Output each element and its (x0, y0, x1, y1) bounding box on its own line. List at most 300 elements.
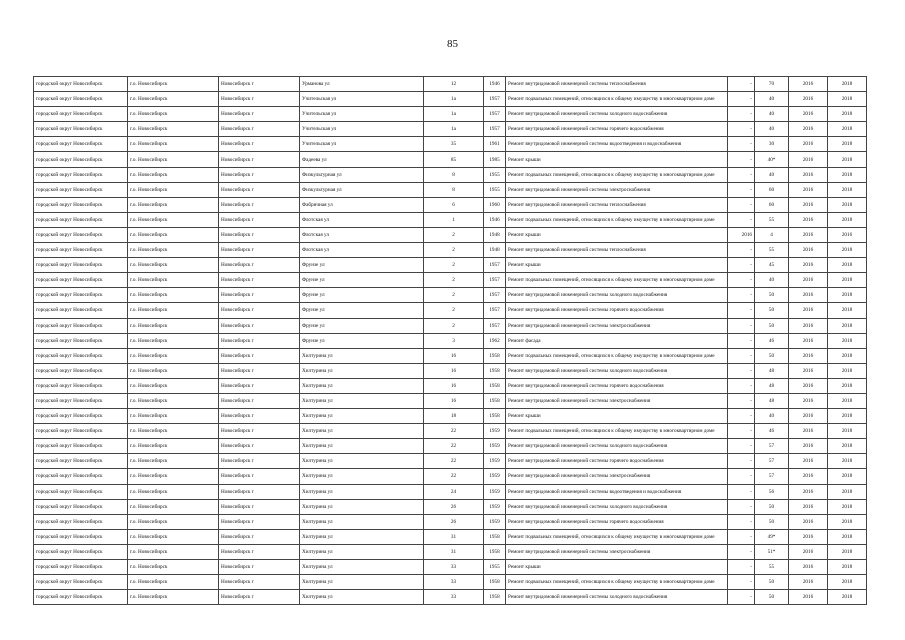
cell-year: 1948 (484, 227, 506, 242)
cell-street: Хилтурина ул (300, 469, 424, 484)
cell-year-start: 2016 (789, 378, 828, 393)
cell-settlement: Новосибирск г (219, 167, 300, 182)
cell-cost: - (728, 333, 755, 348)
cell-volume: 57 (755, 469, 789, 484)
cell-volume: 50 (755, 288, 789, 303)
cell-okrug: городской округ Новосибирск (34, 575, 128, 590)
table-row (34, 560, 867, 575)
cell-settlement: Новосибирск г (219, 393, 300, 408)
table-row (34, 590, 867, 605)
cell-year-start: 2016 (789, 212, 828, 227)
cell-work-type: Ремонт подвальных помещений, относящихся к общему имуществу в многоквартирном доме (506, 424, 728, 439)
cell-settlement: Новосибирск г (219, 529, 300, 544)
cell-cost: - (728, 152, 755, 167)
cell-municipality: г.о. Новосибирск (128, 529, 219, 544)
cell-year-start: 2016 (789, 122, 828, 137)
cell-municipality: г.о. Новосибирск (128, 409, 219, 424)
page-number: 85 (447, 38, 458, 50)
cell-house: 1 (424, 212, 484, 227)
cell-volume: 40 (755, 122, 789, 137)
cell-work-type: Ремонт подвальных помещений, относящихся к общему имуществу в многоквартирном доме (506, 212, 728, 227)
cell-year: 1957 (484, 303, 506, 318)
cell-work-type: Ремонт внутридомовой инженерной системы теплоснабжения (506, 197, 728, 212)
cell-volume: 55 (755, 243, 789, 258)
cell-year-start: 2016 (789, 318, 828, 333)
cell-year: 1958 (484, 409, 506, 424)
cell-year-end: 2018 (828, 590, 867, 605)
cell-year-end: 2018 (828, 378, 867, 393)
cell-work-type: Ремонт крыши (506, 227, 728, 242)
cell-house: 16 (424, 378, 484, 393)
cell-okrug: городской округ Новосибирск (34, 439, 128, 454)
cell-settlement: Новосибирск г (219, 318, 300, 333)
table-row (34, 92, 867, 107)
cell-street: Хилтурина ул (300, 439, 424, 454)
cell-okrug: городской округ Новосибирск (34, 227, 128, 242)
cell-year-start: 2016 (789, 590, 828, 605)
cell-street: Хилтурина ул (300, 499, 424, 514)
cell-year-end: 2018 (828, 424, 867, 439)
cell-year-end: 2018 (828, 499, 867, 514)
cell-volume: 50 (755, 590, 789, 605)
cell-okrug: городской округ Новосибирск (34, 348, 128, 363)
cell-cost: - (728, 409, 755, 424)
cell-cost: - (728, 393, 755, 408)
cell-settlement: Новосибирск г (219, 484, 300, 499)
cell-street: Хилтурина ул (300, 484, 424, 499)
cell-house: 12 (424, 77, 484, 92)
cell-year: 1960 (484, 197, 506, 212)
cell-okrug: городской округ Новосибирск (34, 318, 128, 333)
cell-year: 1959 (484, 439, 506, 454)
cell-work-type: Ремонт внутридомовой инженерной системы горячего водоснабжения (506, 303, 728, 318)
cell-year-start: 2016 (789, 137, 828, 152)
cell-year: 1958 (484, 575, 506, 590)
cell-house: 16 (424, 348, 484, 363)
cell-street: Фрунзе ул (300, 333, 424, 348)
cell-year: 1958 (484, 529, 506, 544)
cell-municipality: г.о. Новосибирск (128, 137, 219, 152)
cell-street: Хилтурина ул (300, 409, 424, 424)
cell-settlement: Новосибирск г (219, 544, 300, 559)
cell-year-end: 2018 (828, 348, 867, 363)
cell-year-end: 2018 (828, 560, 867, 575)
cell-okrug: городской округ Новосибирск (34, 137, 128, 152)
cell-cost: - (728, 318, 755, 333)
cell-street: Учительская ул (300, 137, 424, 152)
cell-street: Флотская ул (300, 212, 424, 227)
cell-house: 26 (424, 499, 484, 514)
cell-house: 33 (424, 560, 484, 575)
cell-municipality: г.о. Новосибирск (128, 333, 219, 348)
cell-okrug: городской округ Новосибирск (34, 212, 128, 227)
cell-year-start: 2016 (789, 107, 828, 122)
table-row (34, 575, 867, 590)
cell-okrug: городской округ Новосибирск (34, 273, 128, 288)
cell-house: 22 (424, 469, 484, 484)
cell-okrug: городской округ Новосибирск (34, 544, 128, 559)
cell-volume: 45 (755, 258, 789, 273)
table-row (34, 378, 867, 393)
table-row (34, 182, 867, 197)
cell-volume: 50 (755, 348, 789, 363)
cell-cost: - (728, 243, 755, 258)
cell-municipality: г.о. Новосибирск (128, 243, 219, 258)
cell-cost: - (728, 529, 755, 544)
cell-year-start: 2016 (789, 243, 828, 258)
cell-work-type: Ремонт внутридомовой инженерной системы теплоснабжения (506, 243, 728, 258)
cell-year: 1957 (484, 107, 506, 122)
cell-cost: - (728, 122, 755, 137)
cell-year: 1957 (484, 92, 506, 107)
table-row (34, 544, 867, 559)
table-row (34, 137, 867, 152)
cell-work-type: Ремонт подвальных помещений, относящихся к общему имуществу в многоквартирном доме (506, 348, 728, 363)
cell-okrug: городской округ Новосибирск (34, 258, 128, 273)
cell-cost: - (728, 363, 755, 378)
cell-street: Хилтурина ул (300, 378, 424, 393)
table-row (34, 107, 867, 122)
cell-year: 1959 (484, 484, 506, 499)
cell-year: 1955 (484, 560, 506, 575)
cell-work-type: Ремонт внутридомовой инженерной системы электроснабжения (506, 393, 728, 408)
table-row (34, 303, 867, 318)
cell-municipality: г.о. Новосибирск (128, 212, 219, 227)
cell-year: 1946 (484, 212, 506, 227)
cell-work-type: Ремонт внутридомовой инженерной системы холодного водоснабжения (506, 590, 728, 605)
cell-street: Хилтурина ул (300, 393, 424, 408)
cell-municipality: г.о. Новосибирск (128, 167, 219, 182)
cell-settlement: Новосибирск г (219, 560, 300, 575)
cell-volume: 50 (755, 499, 789, 514)
cell-volume: 55 (755, 212, 789, 227)
cell-cost: - (728, 378, 755, 393)
cell-volume: 56 (755, 484, 789, 499)
cell-volume: 55 (755, 560, 789, 575)
cell-municipality: г.о. Новосибирск (128, 484, 219, 499)
cell-work-type: Ремонт внутридомовой инженерной системы водоотведения и водоснабжения (506, 484, 728, 499)
cell-year-start: 2016 (789, 424, 828, 439)
table-row (34, 409, 867, 424)
cell-settlement: Новосибирск г (219, 273, 300, 288)
cell-year: 1955 (484, 167, 506, 182)
cell-municipality: г.о. Новосибирск (128, 378, 219, 393)
cell-okrug: городской округ Новосибирск (34, 92, 128, 107)
cell-year-end: 2018 (828, 167, 867, 182)
cell-year-end: 2018 (828, 182, 867, 197)
cell-year-start: 2016 (789, 227, 828, 242)
cell-settlement: Новосибирск г (219, 439, 300, 454)
cell-year-end: 2018 (828, 288, 867, 303)
cell-year-end: 2018 (828, 303, 867, 318)
cell-street: Хилтурина ул (300, 424, 424, 439)
cell-work-type: Ремонт фасада (506, 333, 728, 348)
cell-cost: - (728, 107, 755, 122)
cell-okrug: городской округ Новосибирск (34, 77, 128, 92)
cell-year-start: 2016 (789, 77, 828, 92)
cell-cost: - (728, 212, 755, 227)
cell-house: 22 (424, 439, 484, 454)
cell-street: Хилтурина ул (300, 590, 424, 605)
table-body (34, 77, 867, 605)
cell-settlement: Новосибирск г (219, 77, 300, 92)
cell-house: 22 (424, 424, 484, 439)
cell-street: Фадеева ул (300, 152, 424, 167)
cell-house: 26 (424, 514, 484, 529)
cell-year-end: 2018 (828, 333, 867, 348)
cell-volume: 48 (755, 393, 789, 408)
cell-okrug: городской округ Новосибирск (34, 197, 128, 212)
cell-year-start: 2016 (789, 560, 828, 575)
cell-house: 31 (424, 529, 484, 544)
table-row (34, 348, 867, 363)
cell-municipality: г.о. Новосибирск (128, 122, 219, 137)
cell-municipality: г.о. Новосибирск (128, 544, 219, 559)
cell-year-start: 2016 (789, 469, 828, 484)
cell-municipality: г.о. Новосибирск (128, 499, 219, 514)
table-row (34, 243, 867, 258)
table-row (34, 439, 867, 454)
cell-volume: 60 (755, 182, 789, 197)
cell-settlement: Новосибирск г (219, 243, 300, 258)
cell-house: 1а (424, 122, 484, 137)
cell-settlement: Новосибирск г (219, 469, 300, 484)
cell-volume: 40 (755, 167, 789, 182)
cell-year-start: 2016 (789, 575, 828, 590)
cell-house: 3 (424, 333, 484, 348)
cell-house: 35 (424, 137, 484, 152)
cell-volume: 46 (755, 424, 789, 439)
table-row (34, 227, 867, 242)
cell-municipality: г.о. Новосибирск (128, 469, 219, 484)
cell-year: 1959 (484, 514, 506, 529)
cell-year-start: 2016 (789, 303, 828, 318)
cell-street: Урманова ул (300, 77, 424, 92)
cell-okrug: городской округ Новосибирск (34, 303, 128, 318)
cell-house: 8 (424, 182, 484, 197)
cell-cost: - (728, 469, 755, 484)
cell-settlement: Новосибирск г (219, 499, 300, 514)
table-row (34, 529, 867, 544)
cell-street: Хилтурина ул (300, 560, 424, 575)
cell-okrug: городской округ Новосибирск (34, 333, 128, 348)
cell-cost: - (728, 560, 755, 575)
cell-work-type: Ремонт крыши (506, 258, 728, 273)
cell-year: 1957 (484, 318, 506, 333)
table-row (34, 288, 867, 303)
cell-year: 1959 (484, 499, 506, 514)
cell-settlement: Новосибирск г (219, 197, 300, 212)
cell-okrug: городской округ Новосибирск (34, 182, 128, 197)
cell-okrug: городской округ Новосибирск (34, 393, 128, 408)
cell-year-end: 2016 (828, 227, 867, 242)
cell-work-type: Ремонт внутридомовой инженерной системы электроснабжения (506, 318, 728, 333)
cell-cost: - (728, 484, 755, 499)
cell-work-type: Ремонт внутридомовой инженерной системы электроснабжения (506, 544, 728, 559)
cell-municipality: г.о. Новосибирск (128, 590, 219, 605)
cell-year-start: 2016 (789, 544, 828, 559)
table-row (34, 514, 867, 529)
cell-settlement: Новосибирск г (219, 424, 300, 439)
table-row (34, 333, 867, 348)
cell-okrug: городской округ Новосибирск (34, 152, 128, 167)
cell-cost: - (728, 590, 755, 605)
cell-settlement: Новосибирск г (219, 122, 300, 137)
cell-street: Фрунзе ул (300, 288, 424, 303)
cell-okrug: городской округ Новосибирск (34, 363, 128, 378)
cell-work-type: Ремонт внутридомовой инженерной системы холодного водоснабжения (506, 363, 728, 378)
cell-work-type: Ремонт внутридомовой инженерной системы горячего водоснабжения (506, 122, 728, 137)
cell-okrug: городской округ Новосибирск (34, 469, 128, 484)
cell-okrug: городской округ Новосибирск (34, 243, 128, 258)
cell-year-end: 2018 (828, 363, 867, 378)
cell-year-end: 2018 (828, 92, 867, 107)
cell-year-start: 2016 (789, 439, 828, 454)
cell-municipality: г.о. Новосибирск (128, 560, 219, 575)
table-row (34, 197, 867, 212)
cell-work-type: Ремонт внутридомовой инженерной системы водоотведения и водоснабжения (506, 137, 728, 152)
cell-year-start: 2016 (789, 258, 828, 273)
cell-okrug: городской округ Новосибирск (34, 514, 128, 529)
cell-cost: - (728, 499, 755, 514)
cell-year-end: 2018 (828, 122, 867, 137)
cell-work-type: Ремонт внутридомовой инженерной системы горячего водоснабжения (506, 514, 728, 529)
cell-settlement: Новосибирск г (219, 227, 300, 242)
table-row (34, 469, 867, 484)
cell-cost: - (728, 77, 755, 92)
cell-year: 1948 (484, 243, 506, 258)
cell-street: Фрунзе ул (300, 273, 424, 288)
cell-house: 2 (424, 288, 484, 303)
cell-year-end: 2018 (828, 529, 867, 544)
cell-cost: - (728, 575, 755, 590)
cell-settlement: Новосибирск г (219, 212, 300, 227)
cell-year: 1959 (484, 424, 506, 439)
cell-volume: 57 (755, 439, 789, 454)
cell-house: 2 (424, 303, 484, 318)
table-row (34, 273, 867, 288)
cell-house: 8 (424, 167, 484, 182)
cell-year-end: 2018 (828, 469, 867, 484)
cell-municipality: г.о. Новосибирск (128, 575, 219, 590)
cell-municipality: г.о. Новосибирск (128, 439, 219, 454)
cell-cost: - (728, 514, 755, 529)
cell-year-start: 2016 (789, 499, 828, 514)
cell-cost: - (728, 137, 755, 152)
cell-year-start: 2016 (789, 348, 828, 363)
cell-cost: - (728, 454, 755, 469)
cell-year-start: 2016 (789, 333, 828, 348)
cell-year: 1955 (484, 182, 506, 197)
cell-work-type: Ремонт внутридомовой инженерной системы электроснабжения (506, 469, 728, 484)
cell-work-type: Ремонт внутридомовой инженерной системы холодного водоснабжения (506, 288, 728, 303)
cell-settlement: Новосибирск г (219, 107, 300, 122)
cell-cost: - (728, 303, 755, 318)
cell-year-end: 2018 (828, 575, 867, 590)
cell-year-end: 2018 (828, 544, 867, 559)
cell-house: 2 (424, 258, 484, 273)
cell-volume: 48 (755, 363, 789, 378)
cell-cost: - (728, 348, 755, 363)
cell-work-type: Ремонт крыши (506, 560, 728, 575)
cell-street: Физкультурная ул (300, 167, 424, 182)
cell-year: 1957 (484, 258, 506, 273)
table-row (34, 167, 867, 182)
cell-okrug: городской округ Новосибирск (34, 560, 128, 575)
cell-work-type: Ремонт внутридомовой инженерной системы холодного водоснабжения (506, 499, 728, 514)
cell-year-end: 2018 (828, 152, 867, 167)
cell-house: 2 (424, 227, 484, 242)
cell-cost: - (728, 167, 755, 182)
table-row (34, 484, 867, 499)
cell-house: 18 (424, 409, 484, 424)
cell-okrug: городской округ Новосибирск (34, 454, 128, 469)
cell-municipality: г.о. Новосибирск (128, 152, 219, 167)
cell-year-start: 2016 (789, 529, 828, 544)
cell-street: Фабричная ул (300, 197, 424, 212)
cell-cost: - (728, 424, 755, 439)
cell-okrug: городской округ Новосибирск (34, 378, 128, 393)
cell-work-type: Ремонт подвальных помещений, относящихся к общему имуществу в многоквартирном доме (506, 92, 728, 107)
cell-work-type: Ремонт подвальных помещений, относящихся к общему имуществу в многоквартирном доме (506, 273, 728, 288)
cell-work-type: Ремонт крыши (506, 409, 728, 424)
cell-year-end: 2018 (828, 514, 867, 529)
table-row (34, 318, 867, 333)
cell-cost: - (728, 182, 755, 197)
cell-street: Учительская ул (300, 92, 424, 107)
cell-work-type: Ремонт подвальных помещений, относящихся к общему имуществу в многоквартирном доме (506, 575, 728, 590)
cell-year-start: 2016 (789, 393, 828, 408)
cell-year-end: 2018 (828, 107, 867, 122)
cell-okrug: городской округ Новосибирск (34, 167, 128, 182)
cell-settlement: Новосибирск г (219, 258, 300, 273)
cell-year-start: 2016 (789, 454, 828, 469)
cell-street: Флотская ул (300, 227, 424, 242)
cell-volume: 70 (755, 77, 789, 92)
cell-street: Флотская ул (300, 243, 424, 258)
cell-year: 1957 (484, 288, 506, 303)
cell-volume: 40 (755, 273, 789, 288)
cell-house: 2 (424, 273, 484, 288)
table-row (34, 454, 867, 469)
cell-okrug: городской округ Новосибирск (34, 590, 128, 605)
cell-house: 22 (424, 454, 484, 469)
cell-settlement: Новосибирск г (219, 378, 300, 393)
cell-street: Хилтурина ул (300, 454, 424, 469)
cell-cost: - (728, 92, 755, 107)
cell-municipality: г.о. Новосибирск (128, 514, 219, 529)
table-row (34, 393, 867, 408)
cell-year-end: 2018 (828, 77, 867, 92)
cell-year: 1946 (484, 77, 506, 92)
cell-year-end: 2018 (828, 258, 867, 273)
cell-street: Хилтурина ул (300, 544, 424, 559)
cell-year-end: 2018 (828, 212, 867, 227)
cell-work-type: Ремонт внутридомовой инженерной системы горячего водоснабжения (506, 378, 728, 393)
cell-year: 1959 (484, 469, 506, 484)
cell-cost: - (728, 544, 755, 559)
cell-municipality: г.о. Новосибирск (128, 258, 219, 273)
cell-house: 6 (424, 197, 484, 212)
cell-municipality: г.о. Новосибирск (128, 318, 219, 333)
cell-municipality: г.о. Новосибирск (128, 363, 219, 378)
cell-okrug: городской округ Новосибирск (34, 122, 128, 137)
cell-settlement: Новосибирск г (219, 409, 300, 424)
cell-settlement: Новосибирск г (219, 303, 300, 318)
cell-street: Хилтурина ул (300, 348, 424, 363)
cell-settlement: Новосибирск г (219, 590, 300, 605)
cell-municipality: г.о. Новосибирск (128, 273, 219, 288)
